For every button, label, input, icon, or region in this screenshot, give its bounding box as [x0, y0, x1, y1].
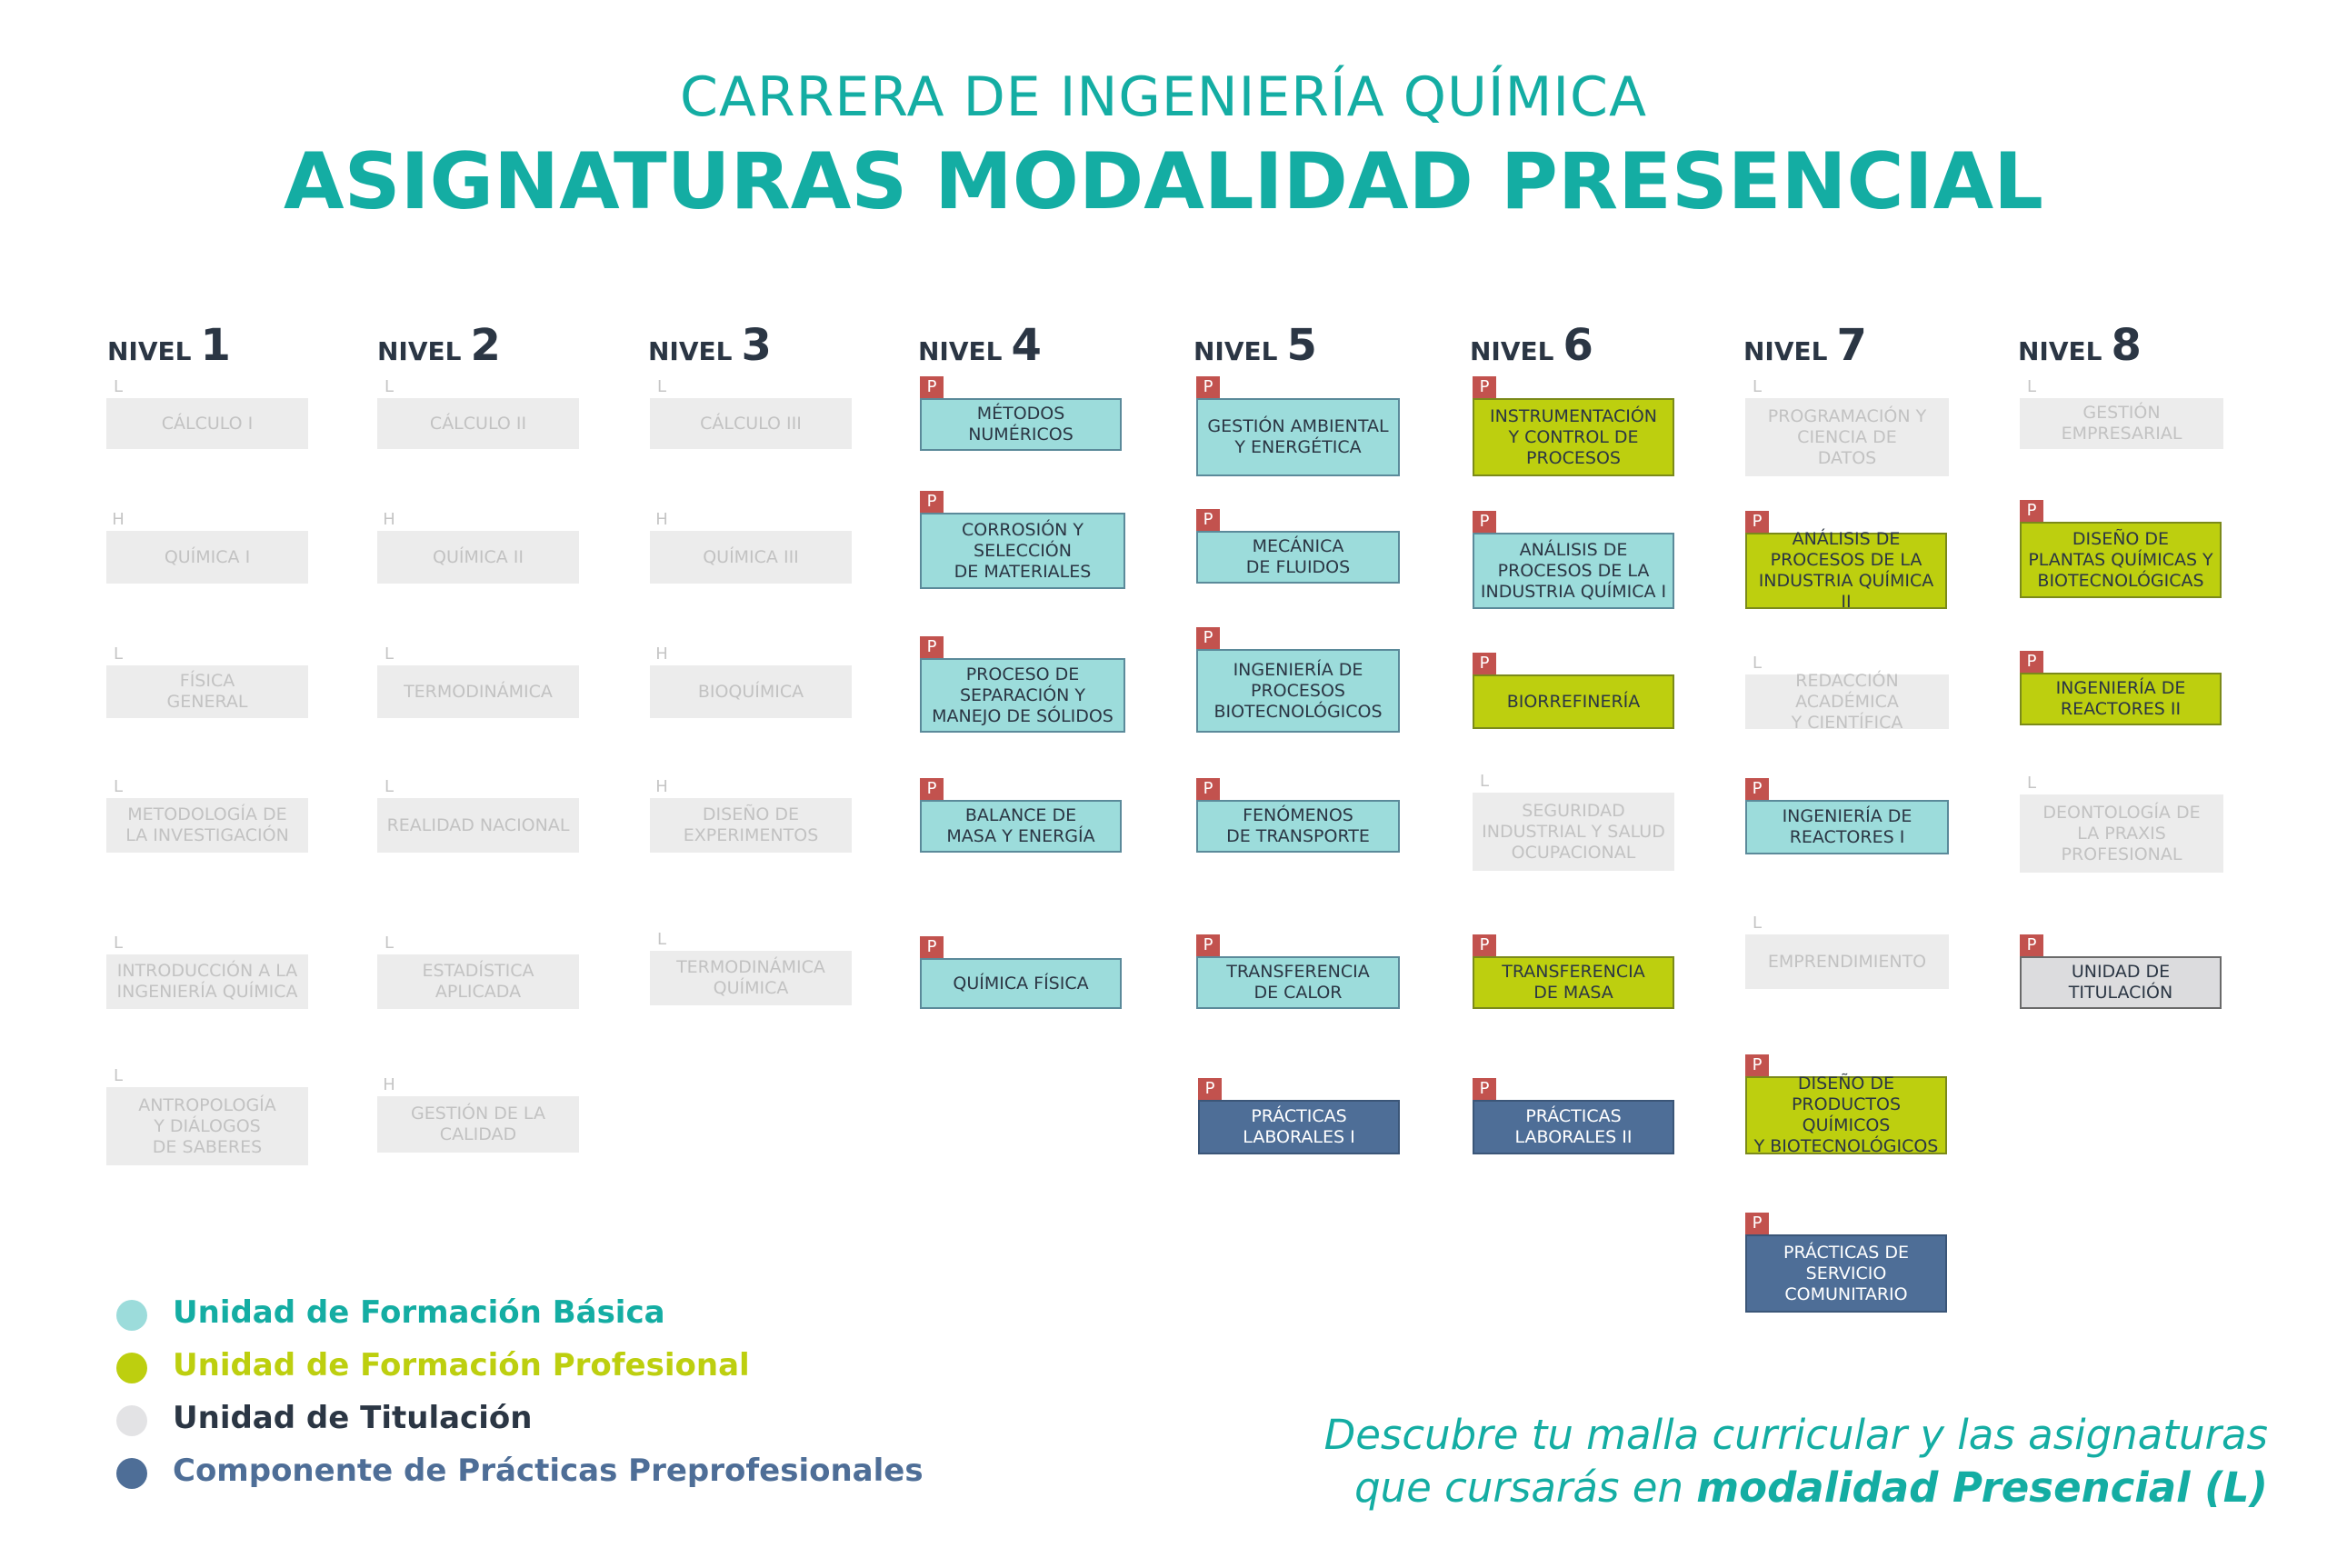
subject-name: INTRODUCCIÓN A LA INGENIERÍA QUÍMICA — [106, 954, 308, 1009]
subject-card[interactable]: L REALIDAD NACIONAL — [377, 776, 579, 853]
subject-card[interactable]: L FÍSICA GENERAL — [106, 644, 308, 718]
subject-card[interactable]: P PROCESO DE SEPARACIÓN Y MANEJO DE SÓLIDOS — [920, 636, 1125, 733]
subject-name: INGENIERÍA DE REACTORES II — [2020, 673, 2222, 725]
subject-name: QUÍMICA III — [650, 531, 852, 584]
subject-name: FÍSICA GENERAL — [106, 665, 308, 718]
subject-name: PRÁCTICAS LABORALES I — [1198, 1100, 1400, 1154]
subject-name: ESTADÍSTICA APLICADA — [377, 954, 579, 1009]
subject-name: PROCESO DE SEPARACIÓN Y MANEJO DE SÓLIDOS — [920, 658, 1125, 733]
subject-card[interactable]: P INGENIERÍA DE REACTORES I — [1745, 778, 1949, 854]
subject-name: ANÁLISIS DE PROCESOS DE LA INDUSTRIA QUÍMICA II — [1745, 533, 1947, 609]
subject-name: UNIDAD DE TITULACIÓN — [2020, 956, 2222, 1009]
level-header-7: NIVEL 7 — [1743, 320, 1867, 371]
subject-name: BALANCE DE MASA Y ENERGÍA — [920, 800, 1122, 853]
subject-name: GESTIÓN AMBIENTAL Y ENERGÉTICA — [1196, 398, 1400, 476]
subject-name: TRANSFERENCIA DE CALOR — [1196, 956, 1400, 1009]
level-header-1: NIVEL 1 — [107, 320, 231, 371]
legend-dot — [116, 1405, 147, 1436]
subject-card[interactable]: L METODOLOGÍA DE LA INVESTIGACIÓN — [106, 776, 308, 853]
subject-card[interactable]: P UNIDAD DE TITULACIÓN — [2020, 934, 2222, 1009]
subject-card[interactable]: H QUÍMICA III — [650, 509, 852, 584]
page-title: ASIGNATURAS MODALIDAD PRESENCIAL — [284, 136, 2043, 227]
subject-card[interactable]: P MECÁNICA DE FLUIDOS — [1196, 509, 1400, 584]
subject-name: INGENIERÍA DE PROCESOS BIOTECNOLÓGICOS — [1196, 649, 1400, 733]
level-header-3: NIVEL 3 — [648, 320, 772, 371]
subject-name: METODOLOGÍA DE LA INVESTIGACIÓN — [106, 798, 308, 853]
subject-card[interactable]: L CÁLCULO I — [106, 376, 308, 449]
subject-card[interactable]: P TRANSFERENCIA DE MASA — [1473, 934, 1674, 1009]
subject-name: EMPRENDIMIENTO — [1745, 934, 1949, 989]
subject-card[interactable]: L TERMODINÁMICA QUÍMICA — [650, 929, 852, 1005]
level-header-4: NIVEL 4 — [918, 320, 1042, 371]
subject-card[interactable]: H GESTIÓN DE LA CALIDAD — [377, 1074, 579, 1153]
legend-label: Unidad de Formación Profesional — [173, 1347, 750, 1383]
legend-label: Componente de Prácticas Preprofesionales — [173, 1453, 924, 1489]
subject-name: QUÍMICA FÍSICA — [920, 958, 1122, 1009]
subject-card[interactable]: P BALANCE DE MASA Y ENERGÍA — [920, 778, 1122, 853]
subject-card[interactable]: L SEGURIDAD INDUSTRIAL Y SALUD OCUPACIONAL — [1473, 771, 1674, 871]
subject-card[interactable]: P MÉTODOS NUMÉRICOS — [920, 376, 1122, 451]
subject-name: BIORREFINERÍA — [1473, 674, 1674, 729]
subject-card[interactable]: P INSTRUMENTACIÓN Y CONTROL DE PROCESOS — [1473, 376, 1674, 476]
subject-name: CÁLCULO II — [377, 398, 579, 449]
subject-name: TRANSFERENCIA DE MASA — [1473, 956, 1674, 1009]
subject-card[interactable]: L TERMODINÁMICA — [377, 644, 579, 718]
subject-card[interactable]: P DISEÑO DE PRODUCTOS QUÍMICOS Y BIOTECNOLÓGICOS — [1745, 1054, 1947, 1154]
subject-card[interactable]: P INGENIERÍA DE PROCESOS BIOTECNOLÓGICOS — [1196, 627, 1400, 733]
legend-label: Unidad de Titulación — [173, 1400, 533, 1436]
footer-highlight: modalidad Presencial (L) — [1696, 1463, 2268, 1512]
legend-dot — [116, 1300, 147, 1331]
legend-label: Unidad de Formación Básica — [173, 1294, 665, 1331]
subject-card[interactable]: P FENÓMENOS DE TRANSPORTE — [1196, 778, 1400, 853]
subject-name: DISEÑO DE EXPERIMENTOS — [650, 798, 852, 853]
subject-card[interactable]: P QUÍMICA FÍSICA — [920, 936, 1122, 1009]
subject-name: CORROSIÓN Y SELECCIÓN DE MATERIALES — [920, 513, 1125, 589]
subject-name: PROGRAMACIÓN Y CIENCIA DE DATOS — [1745, 398, 1949, 476]
subject-card[interactable]: P CORROSIÓN Y SELECCIÓN DE MATERIALES — [920, 491, 1125, 589]
subject-card[interactable]: H DISEÑO DE EXPERIMENTOS — [650, 776, 852, 853]
subject-card[interactable]: H QUÍMICA II — [377, 509, 579, 584]
subject-card[interactable]: L ESTADÍSTICA APLICADA — [377, 933, 579, 1009]
subject-name: DISEÑO DE PRODUCTOS QUÍMICOS Y BIOTECNOLÓGICOS — [1745, 1076, 1947, 1154]
subject-name: PRÁCTICAS LABORALES II — [1473, 1100, 1674, 1154]
subject-name: ANÁLISIS DE PROCESOS DE LA INDUSTRIA QUÍMICA I — [1473, 533, 1674, 609]
subject-name: DEONTOLOGÍA DE LA PRAXIS PROFESIONAL — [2020, 794, 2223, 873]
subject-name: TERMODINÁMICA QUÍMICA — [650, 951, 852, 1005]
subject-name: SEGURIDAD INDUSTRIAL Y SALUD OCUPACIONAL — [1473, 793, 1674, 871]
subject-name: REALIDAD NACIONAL — [377, 798, 579, 853]
level-header-5: NIVEL 5 — [1193, 320, 1317, 371]
subject-name: GESTIÓN DE LA CALIDAD — [377, 1096, 579, 1153]
subject-card[interactable]: P DISEÑO DE PLANTAS QUÍMICAS Y BIOTECNOLÓGICAS — [2020, 500, 2222, 598]
subject-name: TERMODINÁMICA — [377, 665, 579, 718]
subject-card[interactable]: P BIORREFINERÍA — [1473, 653, 1674, 729]
footer-line-2: que cursarás en modalidad Presencial (L) — [1354, 1463, 2268, 1512]
subject-card[interactable]: P GESTIÓN AMBIENTAL Y ENERGÉTICA — [1196, 376, 1400, 476]
subject-card[interactable]: P PRÁCTICAS LABORALES II — [1473, 1078, 1674, 1154]
legend-dot — [116, 1353, 147, 1383]
subject-card[interactable]: L DEONTOLOGÍA DE LA PRAXIS PROFESIONAL — [2020, 773, 2223, 873]
subject-name: CÁLCULO III — [650, 398, 852, 449]
footer-line-1: Descubre tu malla curricular y las asignaturas — [1323, 1411, 2268, 1459]
subject-name: INGENIERÍA DE REACTORES I — [1745, 800, 1949, 854]
subject-card[interactable]: L GESTIÓN EMPRESARIAL — [2020, 376, 2223, 449]
subject-card[interactable]: P PRÁCTICAS LABORALES I — [1198, 1078, 1400, 1154]
subject-card[interactable]: L PROGRAMACIÓN Y CIENCIA DE DATOS — [1745, 376, 1949, 476]
subject-name: QUÍMICA II — [377, 531, 579, 584]
subject-name: INSTRUMENTACIÓN Y CONTROL DE PROCESOS — [1473, 398, 1674, 476]
subject-name: BIOQUÍMICA — [650, 665, 852, 718]
subject-name: CÁLCULO I — [106, 398, 308, 449]
subject-name: ANTROPOLOGÍA Y DIÁLOGOS DE SABERES — [106, 1087, 308, 1165]
subject-card[interactable]: L REDACCIÓN ACADÉMICA Y CIENTÍFICA — [1745, 653, 1949, 729]
subject-card[interactable]: L EMPRENDIMIENTO — [1745, 913, 1949, 989]
level-header-2: NIVEL 2 — [377, 320, 501, 371]
subject-card[interactable]: P ANÁLISIS DE PROCESOS DE LA INDUSTRIA QUÍMICA II — [1745, 511, 1947, 609]
subject-card[interactable]: P PRÁCTICAS DE SERVICIO COMUNITARIO — [1745, 1213, 1947, 1313]
subject-name: REDACCIÓN ACADÉMICA Y CIENTÍFICA — [1745, 674, 1949, 729]
subject-name: DISEÑO DE PLANTAS QUÍMICAS Y BIOTECNOLÓGICAS — [2020, 522, 2222, 598]
subject-card[interactable]: P INGENIERÍA DE REACTORES II — [2020, 651, 2222, 725]
subject-name: FENÓMENOS DE TRANSPORTE — [1196, 800, 1400, 853]
subject-card[interactable]: P ANÁLISIS DE PROCESOS DE LA INDUSTRIA QUÍMICA I — [1473, 511, 1674, 609]
subject-card[interactable]: H BIOQUÍMICA — [650, 644, 852, 718]
subject-name: PRÁCTICAS DE SERVICIO COMUNITARIO — [1745, 1234, 1947, 1313]
subject-name: MÉTODOS NUMÉRICOS — [920, 398, 1122, 451]
career-title: CARRERA DE INGENIERÍA QUÍMICA — [680, 65, 1647, 129]
subject-card[interactable]: L CÁLCULO II — [377, 376, 579, 449]
subject-name: MECÁNICA DE FLUIDOS — [1196, 531, 1400, 584]
subject-name: GESTIÓN EMPRESARIAL — [2020, 398, 2223, 449]
subject-card[interactable]: L ANTROPOLOGÍA Y DIÁLOGOS DE SABERES — [106, 1065, 308, 1165]
subject-card[interactable]: P TRANSFERENCIA DE CALOR — [1196, 934, 1400, 1009]
subject-card[interactable]: L INTRODUCCIÓN A LA INGENIERÍA QUÍMICA — [106, 933, 308, 1009]
subject-name: QUÍMICA I — [106, 531, 308, 584]
level-header-6: NIVEL 6 — [1470, 320, 1593, 371]
subject-card[interactable]: H QUÍMICA I — [106, 509, 308, 584]
legend-dot — [116, 1458, 147, 1489]
subject-card[interactable]: L CÁLCULO III — [650, 376, 852, 449]
level-header-8: NIVEL 8 — [2018, 320, 2142, 371]
